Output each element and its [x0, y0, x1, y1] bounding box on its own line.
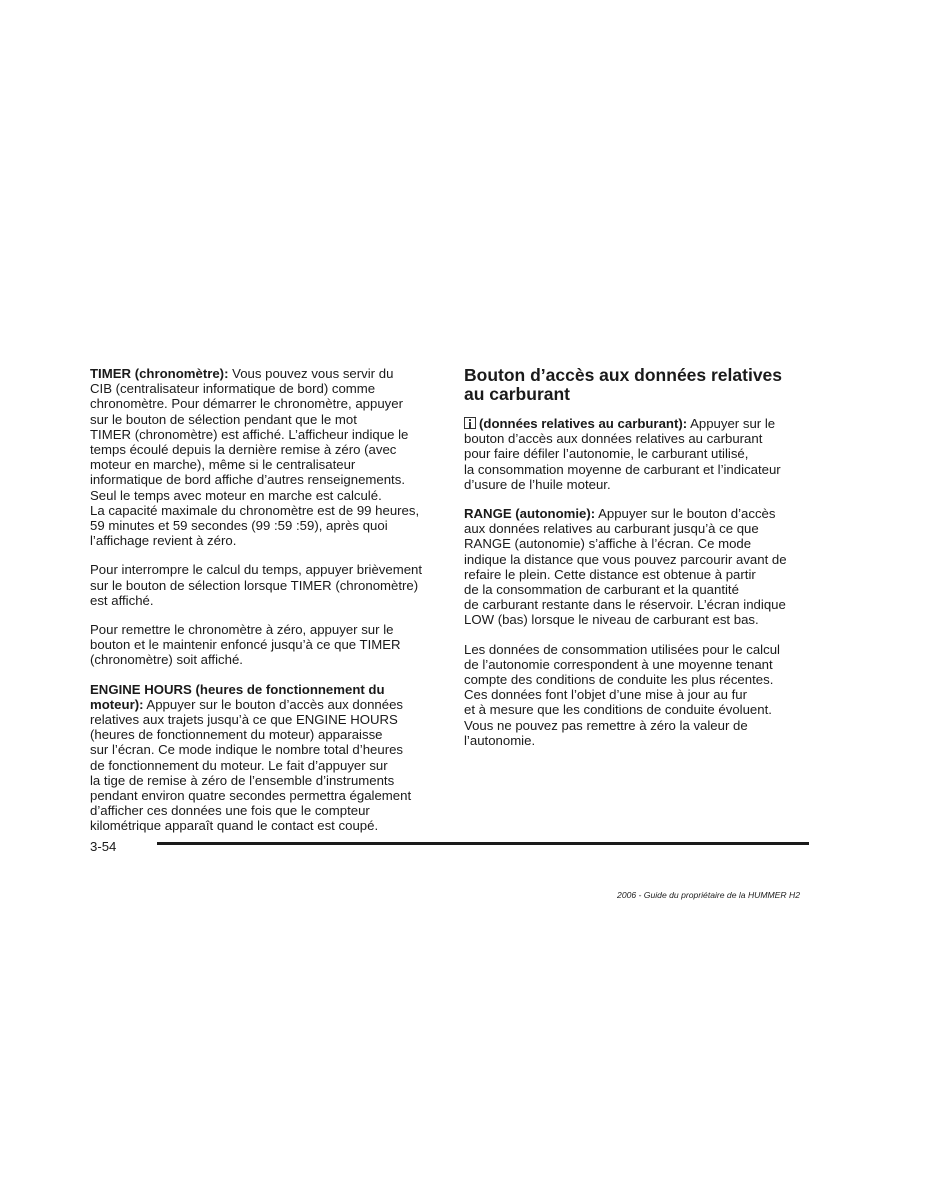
timer-heading: TIMER (chronomètre):: [90, 366, 229, 381]
right-column: [464, 366, 814, 762]
timer-text: Vous pouvez vous servir du CIB (centralisateur informatique de bord) comme chronomètre. Pour démarrer le chronomètre, appuyer sur le bouton de sélection pendant que le mot TIMER (chronomètre) est affiché. L’afficheur indique le temps écoulé depuis la dernière remise à zéro (avec moteur en marche), même si le centralisateur informatique de bord affiche d’autres renseignements. Seul le temps avec moteur en marche est calculé. La capacité maximale du chronomètre est de 99 heures, 59 minutes et 59 secondes (99 :59 :59), après quoi l’affichage revient à zéro.: [90, 366, 420, 549]
timer-interrupt-paragraph: Pour interrompre le calcul du temps, appuyer brièvement sur le bouton de sélection lorsque TIMER (chronomètre) est affiché.: [90, 562, 423, 608]
timer-paragraph: [90, 366, 442, 548]
timer-reset-paragraph: Pour remettre le chronomètre à zéro, appuyer sur le bouton et le maintenir enfoncé jusqu’à ce que TIMER (chronomètre) soit affiché.: [90, 622, 401, 668]
left-column: [90, 366, 442, 848]
fuel-info-heading: (données relatives au carburant):: [479, 416, 688, 431]
fuel-info-text: Appuyer sur le bouton d’accès aux données relatives au carburant pour faire défiler l’autonomie, le carburant utilisé, la consommation moyenne de carburant et l’indicateur d’usure de l’huile moteur.: [464, 416, 781, 492]
range-paragraph: [464, 506, 814, 628]
footer-note: 2006 - Guide du propriétaire de la HUMMER H2: [617, 890, 800, 900]
consumption-paragraph: Les données de consommation utilisées pour le calcul de l’autonomie correspondent à une moyenne tenant compte des conditions de conduite les plus récentes. Ces données font l’objet d’une mise à jour au fur et à mesure que les conditions de conduite évoluent. Vous ne pouvez pas remettre à zéro la valeur de l’autonomie.: [464, 641, 780, 748]
fuel-info-icon: [464, 417, 476, 429]
footer-divider: [157, 842, 809, 845]
engine-hours-text: Appuyer sur le bouton d’accès aux données relatives aux trajets jusqu’à ce que ENGINE HOURS (heures de fonctionnement du moteur) apparaisse sur l’écran. Ce mode indique le nombre total d’heures de fonctionnement du moteur. Le fait d’appuyer sur la tige de remise à zéro de l’ensemble d’instruments pendant environ quatre secondes permettra également d’afficher ces données une fois que le compteur kilométrique apparaît quand le contact est coupé.: [90, 696, 412, 834]
engine-hours-heading: ENGINE HOURS (heures de fonctionnement du moteur):: [90, 681, 385, 712]
page-number: 3-54: [90, 839, 117, 854]
fuel-info-paragraph: [464, 416, 814, 492]
section-title: Bouton d’accès aux données relatives au carburant: [464, 365, 783, 404]
range-heading: RANGE (autonomie):: [464, 506, 596, 522]
engine-hours-paragraph: [90, 682, 442, 834]
range-text: Appuyer sur le bouton d’accès aux données relatives au carburant jusqu’à ce que RANGE (autonomie) s’affiche à l’écran. Ce mode indique la distance que vous pouvez parcourir avant de refaire le plein. Cette distance est obtenue à partir de la consommation de carburant et la quantité de carburant restante dans le réservoir. L’écran indique LOW (bas) lorsque le niveau de carburant est bas.: [464, 506, 787, 628]
